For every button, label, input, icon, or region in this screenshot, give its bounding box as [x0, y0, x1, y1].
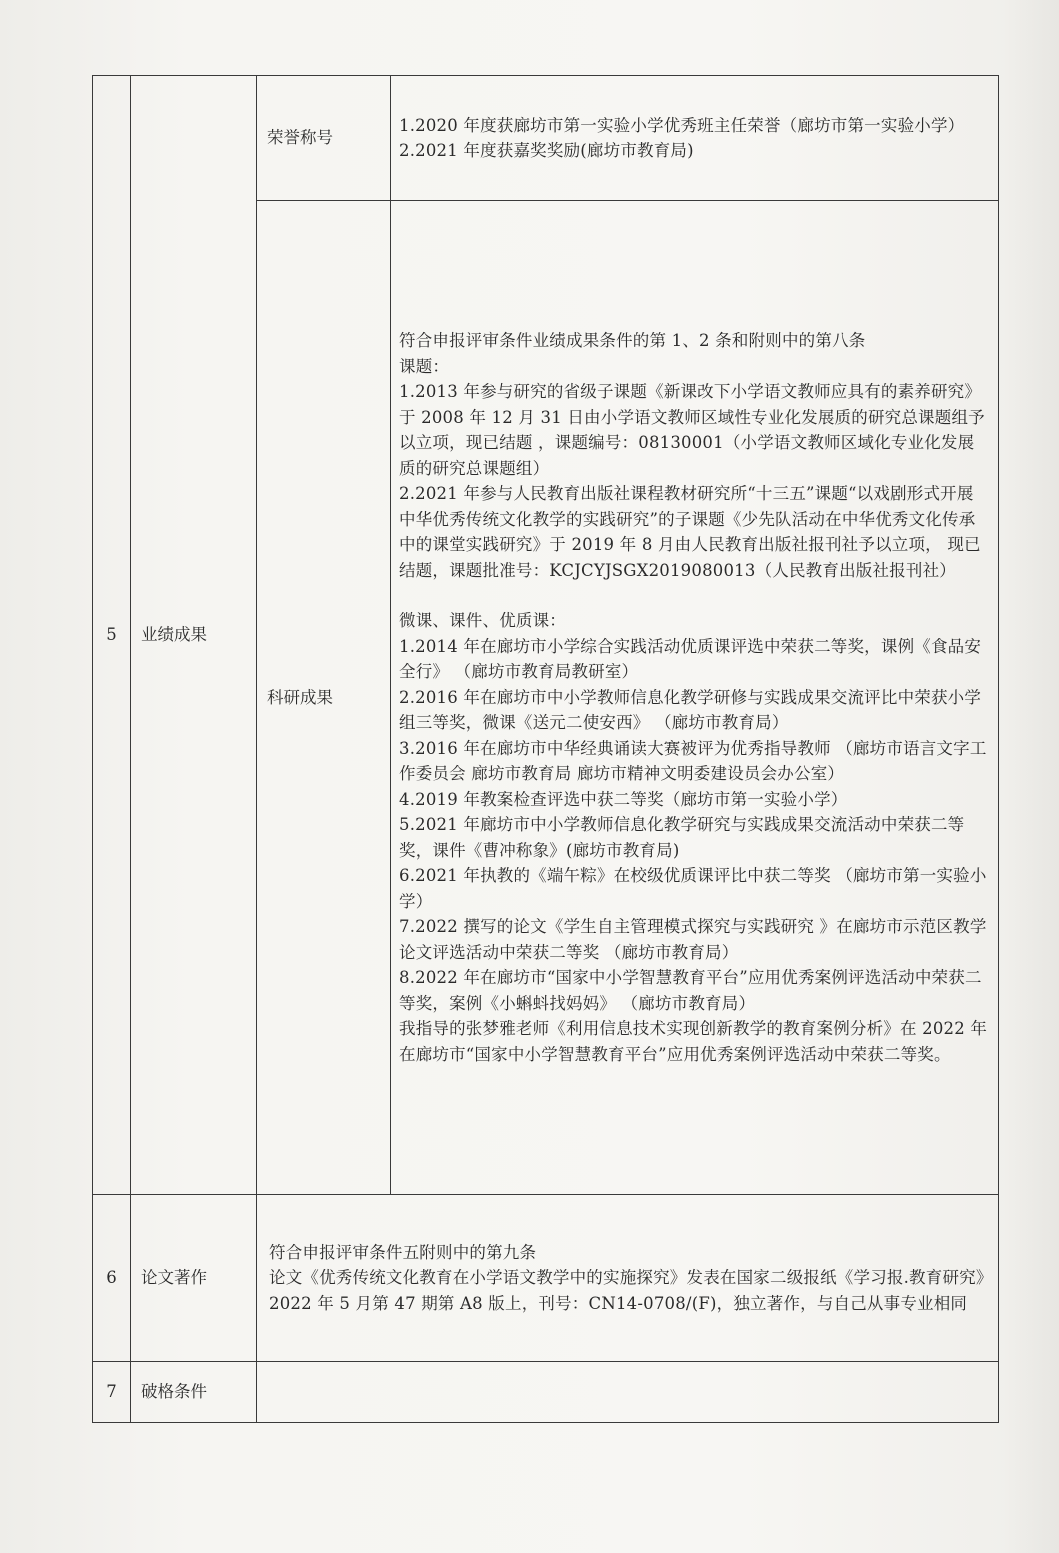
category-papers: 论文著作 — [131, 1195, 257, 1362]
row-number-7: 7 — [93, 1362, 131, 1423]
category-exceptional: 破格条件 — [131, 1362, 257, 1423]
honor-item: 1.2020 年度获廊坊市第一实验小学优秀班主任荣誉（廊坊市第一实验小学） — [399, 115, 965, 135]
course-item: 8.2022 年在廊坊市“国家中小学智慧教育平台”应用优秀案例评选活动中荣获二等奖，案例《小蝌蚪找妈妈》 （廊坊市教育局） — [399, 968, 982, 1013]
row-number-5: 5 — [93, 76, 131, 1195]
sub-label-research: 科研成果 — [257, 201, 391, 1195]
topic-item: 2.2021 年参与人民教育出版社课程教材研究所“十三五”课题“以戏剧形式开展中华优秀传统文化教学的实践研究”的子课题《少先队活动在中华优秀文化传承中的课堂实践研究》于 2019 年 8 月由人民教育出版社报刊社予以立项， 现已结题，课题批准号：KCJCYJSGX2019080013（人民教育出版社报刊社） — [399, 484, 981, 580]
course-item: 7.2022 撰写的论文《学生自主管理模式探究与实践研究 》在廊坊市示范区教学论文评选活动中荣获二等奖 （廊坊市教育局） — [399, 917, 987, 962]
papers-line: 符合申报评审条件五附则中的第九条 — [269, 1242, 537, 1262]
research-content — [391, 201, 999, 1195]
papers-line: 论文《优秀传统文化教育在小学语文教学中的实施探究》发表在国家二级报纸《学习报.教育研究》2022 年 5 月第 47 期第 A8 版上，刊号：CN14-0708/(F)，独立著作，与自己从事专业相同 — [269, 1268, 985, 1313]
course-item: 3.2016 年在廊坊市中华经典诵读大赛被评为优秀指导教师 （廊坊市语言文字工作委员会 廊坊市教育局 廊坊市精神文明委建设员会办公室） — [399, 738, 987, 783]
exceptional-content — [257, 1362, 999, 1423]
page-edge-shadow — [1004, 0, 1059, 1553]
spacer — [399, 583, 990, 608]
topics-heading: 课题： — [399, 356, 450, 376]
course-item: 6.2021 年执教的《端午粽》在校级优质课评比中获二等奖 （廊坊市第一实验小学） — [399, 866, 987, 911]
sub-label-honor: 荣誉称号 — [257, 76, 391, 201]
course-item: 2.2016 年在廊坊市中小学教师信息化教学研修与实践成果交流评比中荣获小学组三等奖，微课《送元二使安西》 （廊坊市教育局） — [399, 687, 982, 732]
papers-content — [257, 1195, 999, 1362]
qualification-table — [92, 75, 999, 1423]
courses-heading: 微课、课件、优质课： — [399, 611, 566, 630]
row-5-honor — [93, 76, 999, 201]
course-item: 1.2014 年在廊坊市小学综合实践活动优质课评选中荣获二等奖，课例《食品安全行》 （廊坊市教育局教研室） — [399, 636, 982, 681]
course-item: 5.2021 年廊坊市中小学教师信息化教学研究与实践成果交流活动中荣获二等奖，课件《曹冲称象》(廊坊市教育局) — [399, 815, 965, 860]
row-6-papers — [93, 1195, 999, 1362]
course-item: 4.2019 年教案检查评选中获二等奖（廊坊市第一实验小学） — [399, 789, 848, 809]
topic-item: 1.2013 年参与研究的省级子课题《新课改下小学语文教师应具有的素养研究》于 2008 年 12 月 31 日由小学语文教师区域性专业化发展质的研究总课题组予以立项，现已结题 ，课题编号：08130001（小学语文教师区域化专业化发展质的研究总课题组） — [399, 382, 985, 478]
course-item: 我指导的张梦雅老师《利用信息技术实现创新教学的教育案例分析》在 2022 年在廊坊市“国家中小学智慧教育平台”应用优秀案例评选活动中荣获二等奖。 — [399, 1019, 988, 1064]
row-number-6: 6 — [93, 1195, 131, 1362]
category-achievements: 业绩成果 — [131, 76, 257, 1195]
row-7-exceptional — [93, 1362, 999, 1423]
honor-item: 2.2021 年度获嘉奖奖励(廊坊市教育局) — [399, 141, 694, 160]
research-intro: 符合申报评审条件业绩成果条件的第 1、2 条和附则中的第八条 — [399, 331, 866, 350]
honor-content — [391, 76, 999, 201]
